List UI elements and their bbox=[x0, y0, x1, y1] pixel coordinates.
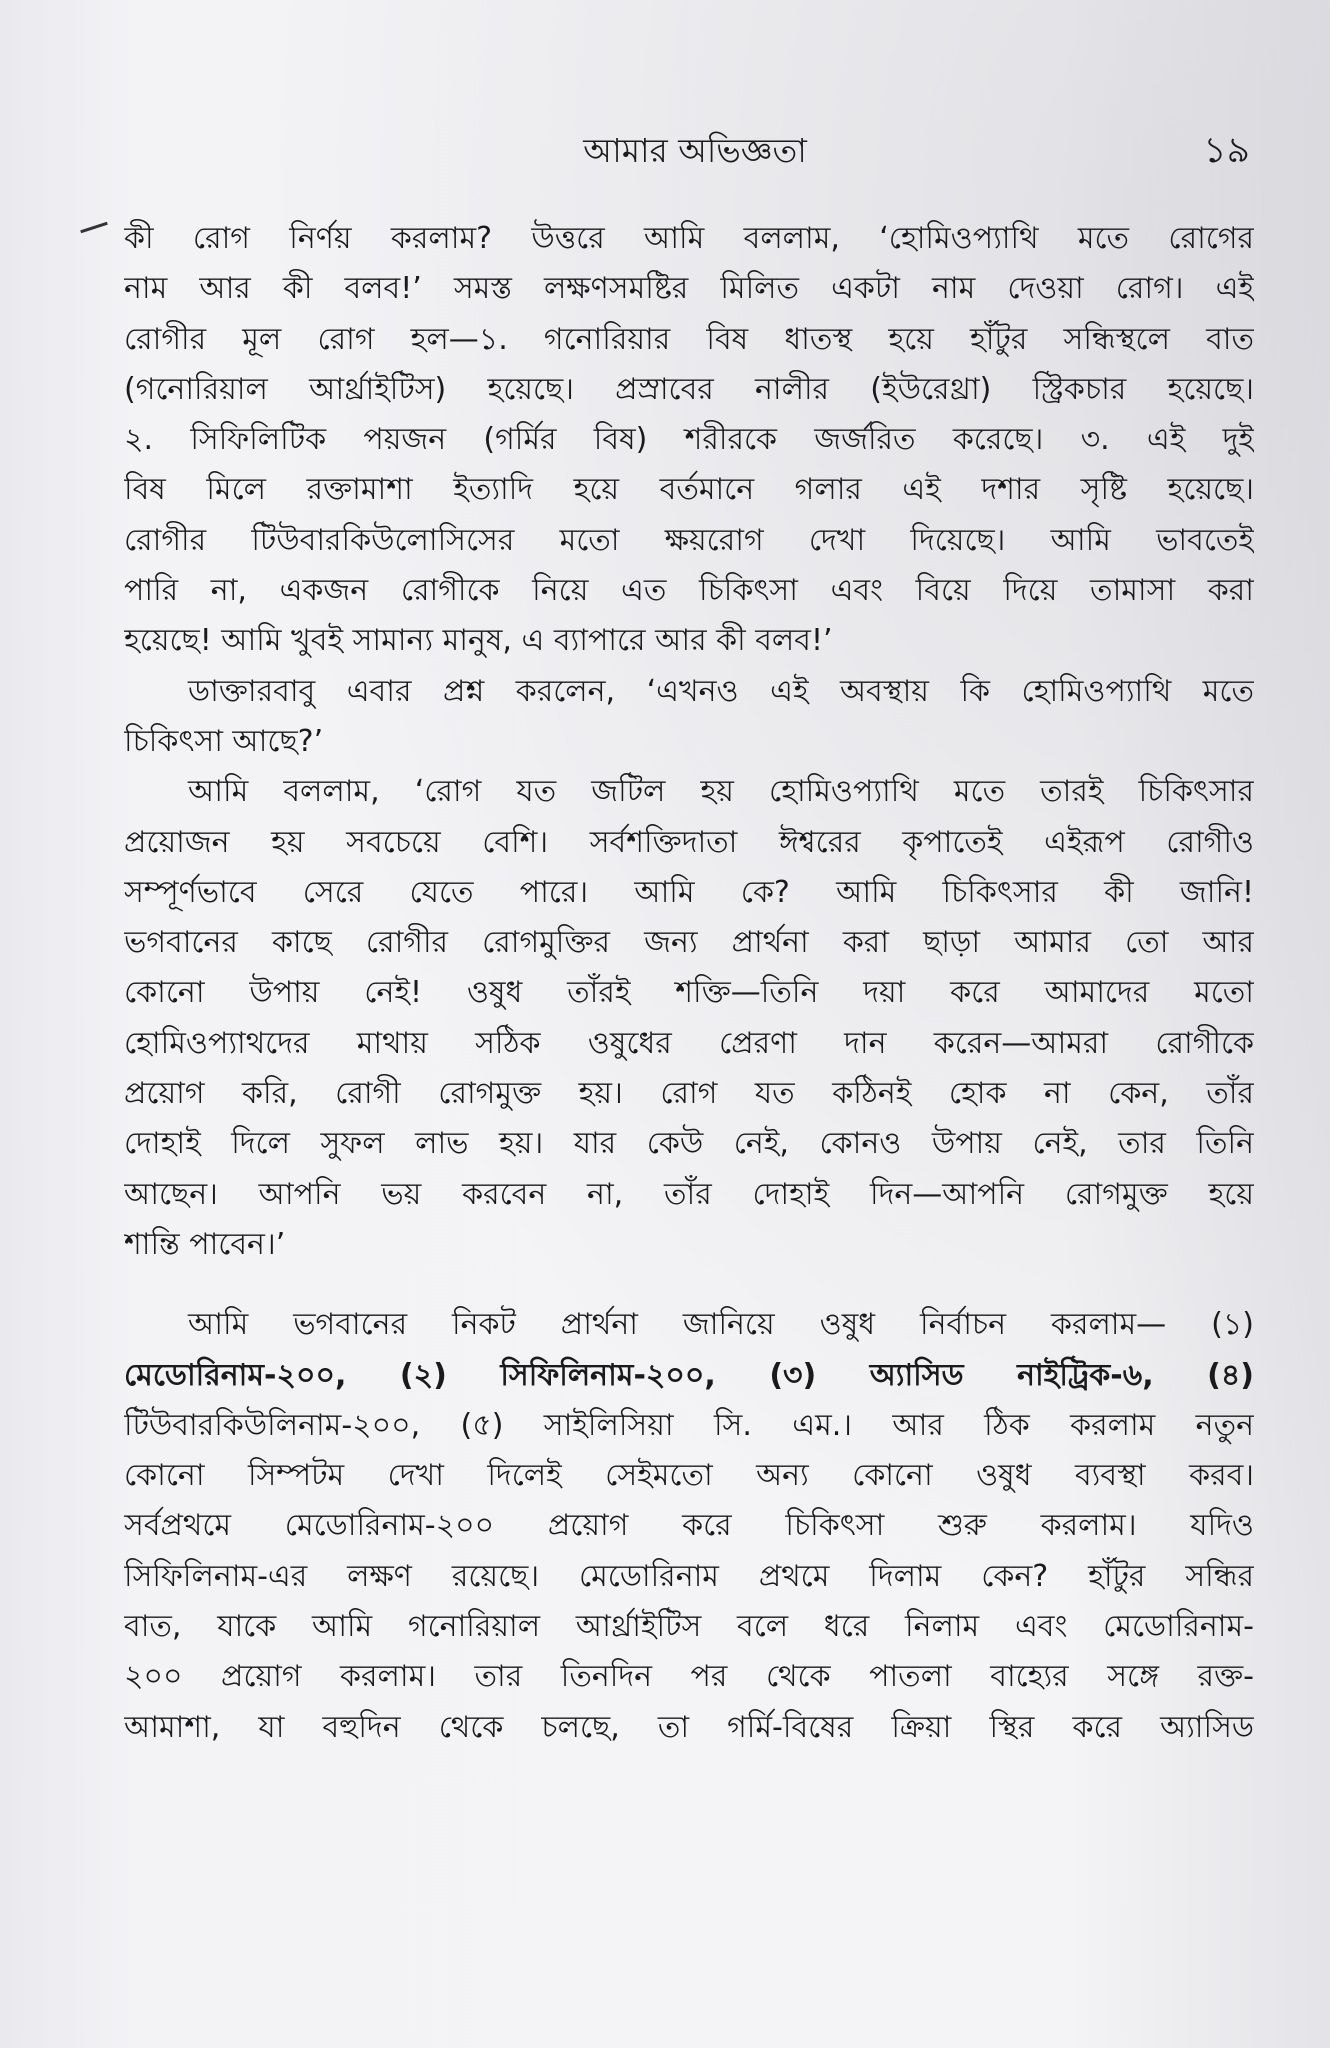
text-line: কোনো সিম্পটম দেখা দিলেই সেইমতো অন্য কোনো ওষুধ ব্যবস্থা করব। bbox=[124, 1458, 1254, 1494]
text-line: সম্পূর্ণভাবে সেরে যেতে পারে। আমি কে? আমি চিকিৎসার কী জানি! bbox=[124, 874, 1254, 910]
text-line: সর্বপ্রথমে মেডোরিনাম-২০০ প্রয়োগ করে চিকিৎসা শুরু করলাম। যদিও bbox=[124, 1508, 1254, 1544]
text-line: রোগীর টিউবারকিউলোসিসের মতো ক্ষয়রোগ দেখা দিয়েছে। আমি ভাবতেই bbox=[124, 522, 1254, 558]
page-header bbox=[140, 126, 1250, 176]
text-line: হোমিওপ্যাথদের মাথায় সঠিক ওষুধের প্রেরণা দান করেন—আমরা রোগীকে bbox=[124, 1025, 1254, 1061]
margin-pencil-mark bbox=[80, 222, 108, 234]
text-line: হয়েছে! আমি খুবই সামান্য মানুষ, এ ব্যাপারে আর কী বলব!’ bbox=[124, 623, 833, 659]
text-line: ২. সিফিলিটিক পয়জন (গর্মির বিষ) শরীরকে জর্জরিত করেছে। ৩. এই দুই bbox=[124, 422, 1254, 458]
paragraph-1 bbox=[124, 214, 1254, 667]
text-line: ভগবানের কাছে রোগীর রোগমুক্তির জন্য প্রার্থনা করা ছাড়া আমার তো আর bbox=[124, 925, 1254, 961]
text-line: আমি ভগবানের নিকট প্রার্থনা জানিয়ে ওষুধ নির্বাচন করলাম— (১) bbox=[188, 1307, 1254, 1343]
text-line: রোগীর মূল রোগ হল—১. গনোরিয়ার বিষ ধাতস্থ হয়ে হাঁটুর সন্ধিস্থলে বাত bbox=[124, 321, 1254, 357]
paragraph-gap bbox=[124, 1270, 1254, 1300]
text-line: আছেন। আপনি ভয় করবেন না, তাঁর দোহাই দিন—আপনি রোগমুক্ত হয়ে bbox=[124, 1176, 1254, 1212]
text-line: পারি না, একজন রোগীকে নিয়ে এত চিকিৎসা এবং বিয়ে দিয়ে তামাসা করা bbox=[124, 573, 1254, 609]
body-text bbox=[124, 214, 1254, 1753]
text-line: বাত, যাকে আমি গনোরিয়াল আর্থ্রাইটিস বলে ধরে নিলাম এবং মেডোরিনাম- bbox=[124, 1609, 1254, 1645]
text-line: টিউবারকিউলিনাম-২০০, (৫) সাইলিসিয়া সি. এম.। আর ঠিক করলাম নতুন bbox=[124, 1407, 1254, 1443]
text-line: প্রয়োজন হয় সবচেয়ে বেশি। সর্বশক্তিদাতা ঈশ্বরের কৃপাতেই এইরূপ রোগীও bbox=[124, 824, 1254, 860]
text-line: বিষ মিলে রক্তামাশা ইত্যাদি হয়ে বর্তমানে গলার এই দশার সৃষ্টি হয়েছে। bbox=[124, 472, 1254, 508]
running-title: আমার অভিজ্ঞতা bbox=[583, 131, 807, 170]
text-line: কী রোগ নির্ণয় করলাম? উত্তরে আমি বললাম, ‘হোমিওপ্যাথি মতে রোগের bbox=[124, 221, 1254, 256]
text-line: চিকিৎসা আছে?’ bbox=[124, 723, 324, 759]
text-line: মেডোরিনাম-২০০, (২) সিফিলিনাম-২০০, (৩) অ্যাসিড নাইট্রিক-৬, (৪) bbox=[124, 1357, 1254, 1393]
text-line: কোনো উপায় নেই! ওষুধ তাঁরই শক্তি—তিনি দয়া করে আমাদের মতো bbox=[124, 975, 1254, 1011]
paragraph-4 bbox=[124, 1300, 1254, 1753]
text-line: আমাশা, যা বহুদিন থেকে চলছে, তা গর্মি-বিষের ক্রিয়া স্থির করে অ্যাসিড bbox=[124, 1709, 1254, 1745]
page-number: ১৯ bbox=[1203, 130, 1250, 171]
paragraph-3 bbox=[124, 767, 1254, 1270]
text-line: প্রয়োগ করি, রোগী রোগমুক্ত হয়। রোগ যত কঠিনই হোক না কেন, তাঁর bbox=[124, 1076, 1254, 1112]
text-line: (গনোরিয়াল আর্থ্রাইটিস) হয়েছে। প্রস্রাবের নালীর (ইউরেথ্রা) স্ট্রিকচার হয়েছে। bbox=[124, 371, 1254, 407]
text-line: ডাক্তারবাবু এবার প্রশ্ন করলেন, ‘এখনও এই অবস্থায় কি হোমিওপ্যাথি মতে bbox=[188, 673, 1254, 709]
paragraph-2 bbox=[124, 667, 1254, 768]
text-line: দোহাই দিলে সুফল লাভ হয়। যার কেউ নেই, কোনও উপায় নেই, তার তিনি bbox=[124, 1126, 1254, 1162]
text-line: আমি বললাম, ‘রোগ যত জটিল হয় হোমিওপ্যাথি মতে তারই চিকিৎসার bbox=[188, 774, 1254, 810]
text-line: শান্তি পাবেন।’ bbox=[124, 1226, 286, 1262]
text-line: ২০০ প্রয়োগ করলাম। তার তিনদিন পর থেকে পাতলা বাহ্যের সঙ্গে রক্ত- bbox=[124, 1659, 1254, 1695]
text-line: নাম আর কী বলব!’ সমস্ত লক্ষণসমষ্টির মিলিত একটা নাম দেওয়া রোগ। এই bbox=[124, 271, 1254, 307]
text-line: সিফিলিনাম-এর লক্ষণ রয়েছে। মেডোরিনাম প্রথমে দিলাম কেন? হাঁটুর সন্ধির bbox=[124, 1558, 1254, 1594]
